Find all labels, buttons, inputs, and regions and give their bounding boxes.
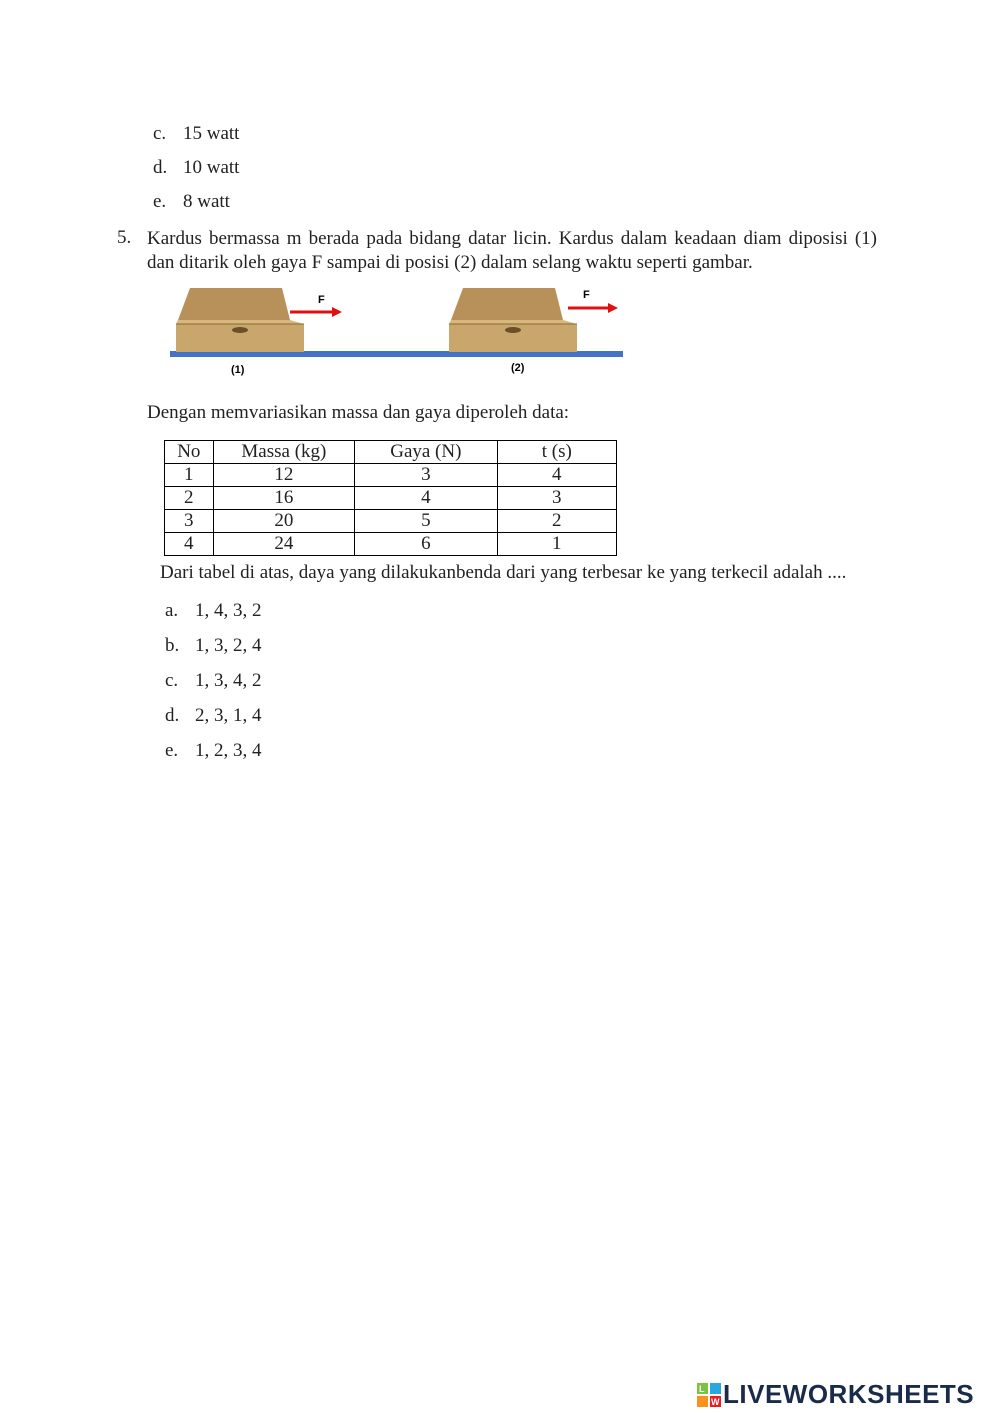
boxes-figure — [160, 278, 640, 378]
box-2 — [449, 288, 577, 352]
liveworksheets-brand: LIVEWORKSHEETS — [723, 1379, 975, 1409]
prev-option-c: c. 15 watt — [153, 123, 240, 144]
table-cell: 4 — [355, 487, 497, 510]
force-label-2: F — [583, 289, 590, 301]
header-gaya: Gaya (N) — [355, 441, 497, 464]
prev-option-e: e. 8 watt — [153, 191, 230, 212]
position-label-1: (1) — [231, 364, 245, 376]
answer-option-c[interactable]: c. 1, 3, 4, 2 — [165, 670, 262, 691]
table-cell: 4 — [497, 464, 616, 487]
answer-option-d[interactable]: d. 2, 3, 1, 4 — [165, 705, 262, 726]
header-time: t (s) — [497, 441, 616, 464]
table-header-row — [165, 441, 617, 464]
logo-letters: L — [699, 1383, 705, 1394]
table-cell: 6 — [355, 533, 497, 556]
table-cell: 1 — [497, 533, 616, 556]
header-no: No — [165, 441, 214, 464]
position-label-2: (2) — [511, 362, 525, 374]
table-cell: 5 — [355, 510, 497, 533]
table-cell: 3 — [355, 464, 497, 487]
intro-text: Dengan memvariasikan massa dan gaya diperoleh data: — [147, 402, 570, 423]
table-cell: 4 — [165, 533, 214, 556]
data-table — [164, 440, 617, 556]
answer-option-e[interactable]: e. 1, 2, 3, 4 — [165, 740, 262, 761]
question-prompt: Dari tabel di atas, daya yang dilakukanbenda dari yang terbesar ke yang terkecil adalah .... — [160, 562, 847, 583]
answer-option-b[interactable]: b. 1, 3, 2, 4 — [165, 635, 262, 656]
liveworksheets-logo — [697, 1379, 974, 1410]
table-cell: 2 — [165, 487, 214, 510]
svg-text:W: W — [711, 1396, 720, 1407]
table-cell: 12 — [213, 464, 355, 487]
table-cell: 20 — [213, 510, 355, 533]
table-row — [165, 464, 617, 487]
table-row — [165, 487, 617, 510]
box-1 — [176, 288, 304, 352]
liveworksheets-icon — [697, 1383, 721, 1407]
table-cell: 2 — [497, 510, 616, 533]
force-label-1: F — [318, 294, 325, 306]
table-cell: 3 — [165, 510, 214, 533]
force-arrow-2 — [568, 303, 618, 313]
question-text: Kardus bermassa m berada pada bidang datar licin. Kardus dalam keadaan diam diposisi (1) dan ditarik oleh gaya F sampai di posisi (2) dalam selang waktu seperti gambar. — [147, 228, 877, 273]
answer-option-a[interactable]: a. 1, 4, 3, 2 — [165, 600, 262, 621]
question-number: 5. — [117, 227, 132, 248]
table-row — [165, 510, 617, 533]
table-cell: 24 — [213, 533, 355, 556]
table-row — [165, 533, 617, 556]
prev-option-d: d. 10 watt — [153, 157, 240, 178]
table-cell: 3 — [497, 487, 616, 510]
table-cell: 1 — [165, 464, 214, 487]
force-arrow-1 — [290, 307, 342, 317]
header-massa: Massa (kg) — [213, 441, 355, 464]
table-cell: 16 — [213, 487, 355, 510]
